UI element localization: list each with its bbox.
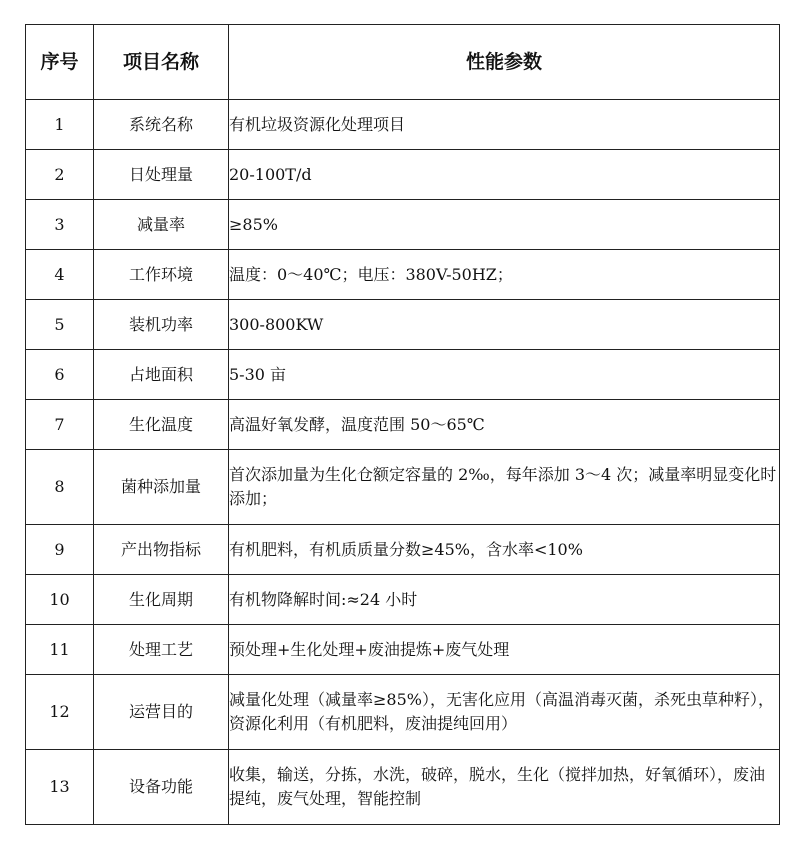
row-item: 处理工艺 <box>94 625 229 675</box>
row-item: 减量率 <box>94 200 229 250</box>
row-item: 系统名称 <box>94 100 229 150</box>
row-item: 日处理量 <box>94 150 229 200</box>
table-row <box>26 300 780 350</box>
header-spec: 性能参数 <box>229 25 780 100</box>
row-spec: 首次添加量为生化仓额定容量的 2‰，每年添加 3～4 次；减量率明显变化时添加； <box>229 450 780 525</box>
header-item: 项目名称 <box>94 25 229 100</box>
row-item: 产出物指标 <box>94 525 229 575</box>
row-item: 生化周期 <box>94 575 229 625</box>
row-item: 工作环境 <box>94 250 229 300</box>
row-index: 3 <box>26 200 94 250</box>
row-spec: 收集，输送，分拣，水洗，破碎，脱水，生化（搅拌加热，好氧循环），废油提纯，废气处理，智能控制 <box>229 750 780 825</box>
row-spec: 高温好氧发酵，温度范围 50～65℃ <box>229 400 780 450</box>
table-row <box>26 400 780 450</box>
spec-table <box>25 24 780 825</box>
table-row <box>26 575 780 625</box>
row-spec: 有机垃圾资源化处理项目 <box>229 100 780 150</box>
row-spec: 20-100T/d <box>229 150 780 200</box>
row-index: 1 <box>26 100 94 150</box>
row-item: 占地面积 <box>94 350 229 400</box>
row-index: 4 <box>26 250 94 300</box>
row-spec: ≥85% <box>229 200 780 250</box>
row-index: 12 <box>26 675 94 750</box>
table-row <box>26 450 780 525</box>
table-row <box>26 525 780 575</box>
table-row <box>26 100 780 150</box>
row-index: 6 <box>26 350 94 400</box>
row-index: 5 <box>26 300 94 350</box>
table-row <box>26 350 780 400</box>
row-index: 8 <box>26 450 94 525</box>
table-row <box>26 750 780 825</box>
row-spec: 5-30 亩 <box>229 350 780 400</box>
row-spec: 温度：0～40℃；电压：380V-50HZ； <box>229 250 780 300</box>
row-index: 10 <box>26 575 94 625</box>
table-row <box>26 150 780 200</box>
row-item: 装机功率 <box>94 300 229 350</box>
row-item: 生化温度 <box>94 400 229 450</box>
table-row <box>26 675 780 750</box>
row-item: 设备功能 <box>94 750 229 825</box>
row-spec: 减量化处理（减量率≥85%），无害化应用（高温消毒灭菌，杀死虫草种籽），资源化利用（有机肥料，废油提纯回用） <box>229 675 780 750</box>
row-index: 2 <box>26 150 94 200</box>
table-row <box>26 250 780 300</box>
row-index: 13 <box>26 750 94 825</box>
header-index: 序号 <box>26 25 94 100</box>
row-index: 9 <box>26 525 94 575</box>
table-row <box>26 625 780 675</box>
row-index: 7 <box>26 400 94 450</box>
row-index: 11 <box>26 625 94 675</box>
row-spec: 预处理+生化处理+废油提炼+废气处理 <box>229 625 780 675</box>
row-item: 运营目的 <box>94 675 229 750</box>
row-spec: 有机肥料，有机质质量分数≥45%，含水率<10% <box>229 525 780 575</box>
table-header-row <box>26 25 780 100</box>
row-spec: 有机物降解时间:≈24 小时 <box>229 575 780 625</box>
row-item: 菌种添加量 <box>94 450 229 525</box>
row-spec: 300-800KW <box>229 300 780 350</box>
table-row <box>26 200 780 250</box>
